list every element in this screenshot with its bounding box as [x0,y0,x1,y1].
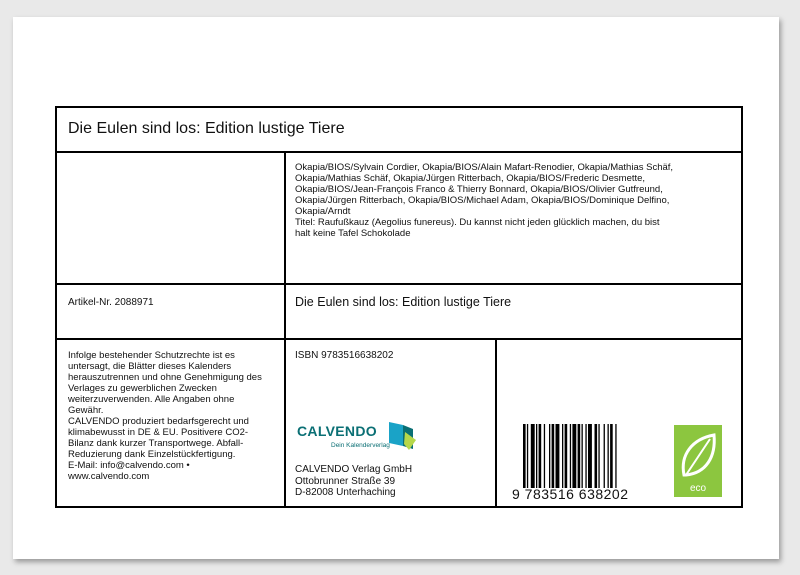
logo-name: CALVENDO [297,423,377,439]
divider [57,151,741,153]
barcode-bar [604,424,605,488]
barcode-bar [572,424,576,488]
legal-notice: Infolge bestehender Schutzrechte ist es untersagt, die Blätter dieses Kalenders herauszutrennen und ohne Genehmigung des Verlages zu gewerblichen Zwecken weiterzuverwenden. Alle Angaben ohne Gewähr. CALVENDO produziert bedarfsgerecht und klimabewusst in DE & EU. Positivere CO2- Bilanz dank kurzer Transportwege. Abfall- Reduzierung dank Einzelstückfertigung. E-Mail: info@calvendo.com • www.calvendo.com [68,350,262,482]
barcode-bar [531,424,535,488]
photo-credits: Okapia/BIOS/Sylvain Cordier, Okapia/BIOS/Alain Mafart-Renodier, Okapia/Mathias Schäf, Okapia/Mathias Schäf, Okapia/Jürgen Ritterbach, Okapia/BIOS/Frederic Desmette, Okapia/BIOS/Jean-François Franco & Thierry Bonnard, Okapia/BIOS/Olivier Gutfreund, Okapia/Jürgen Ritterbach, Okapia/BIOS/Michael Adam, Okapia/BIOS/Dominique Delfino, Okapia/Arndt Titel: Raufußkauz (Aegolius funereus). Du kannst nicht jeden glücklich machen, du bist halt keine Tafel Schokolade [295,162,674,239]
barcode-bar [598,424,599,488]
calendar-title-repeat: Die Eulen sind los: Edition lustige Tiere [295,295,512,309]
barcode-bar [610,424,613,488]
isbn: ISBN 9783516638202 [295,350,394,361]
barcode-bar [556,424,560,488]
barcode-number: 9 783516 638202 [512,486,629,502]
barcode-bar [615,424,616,488]
divider [284,151,286,508]
barcode [523,424,643,488]
publisher-address: CALVENDO Verlag GmbH Ottobrunner Straße 39 D-82008 Unterhaching [295,464,413,498]
barcode-bar [544,424,545,488]
calvendo-logo [297,420,417,456]
barcode-bar [588,424,592,488]
calendar-flag-icon [387,420,417,452]
barcode-bar [536,424,537,488]
barcode-bar [570,424,571,488]
logo-tagline: Dein Kalenderverlag [331,442,390,449]
barcode-bar [549,424,550,488]
divider [495,338,497,508]
barcode-bar [523,424,526,488]
divider [57,338,741,340]
barcode-bar [562,424,563,488]
calendar-title: Die Eulen sind los: Edition lustige Tiere [68,120,345,137]
barcode-bar [565,424,568,488]
eco-leaf-icon [674,425,722,497]
barcode-bar [585,424,586,488]
svg-text:eco: eco [689,483,707,494]
barcode-bar [582,424,583,488]
barcode-bar [608,424,609,488]
barcode-bar [595,424,598,488]
info-table [55,106,743,508]
barcode-bar [539,424,542,488]
barcode-bar [527,424,528,488]
barcode-bar [578,424,581,488]
barcode-bar [552,424,555,488]
divider [57,283,741,285]
article-number: Artikel-Nr. 2088971 [68,297,154,308]
